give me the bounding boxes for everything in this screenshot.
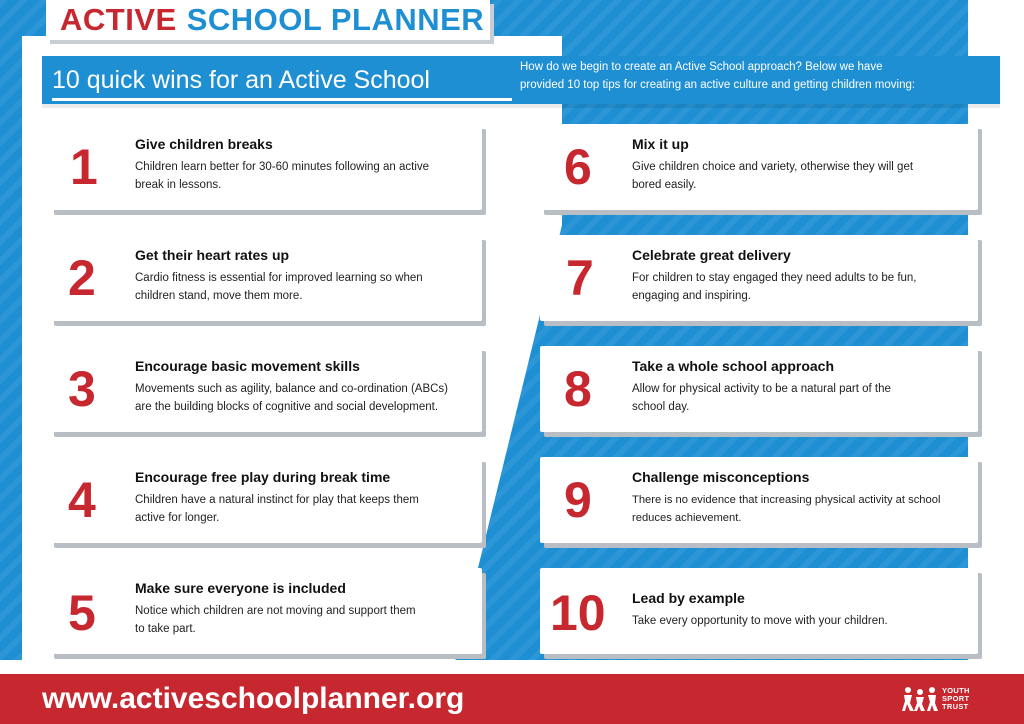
- tip-description-line: Cardio fitness is essential for improved learning so when: [135, 272, 423, 284]
- website-url[interactable]: www.activeschoolplanner.org: [42, 682, 465, 715]
- tip-description: [135, 269, 423, 305]
- tip-description-line: There is no evidence that increasing physical activity at school: [632, 494, 941, 506]
- tip-description-line: reduces achievement.: [632, 512, 742, 524]
- tip-title: Make sure everyone is included: [135, 580, 346, 596]
- tip-description: [135, 491, 419, 527]
- tip-description: [632, 491, 940, 527]
- tip-description-line: Give children choice and variety, otherwise they will get: [632, 161, 914, 173]
- youth-sport-trust-logo-icon: [902, 685, 938, 713]
- tip-title: Lead by example: [632, 590, 745, 606]
- tip-number: 2: [68, 250, 96, 306]
- tip-title: Give children breaks: [135, 136, 273, 152]
- tip-title: Challenge misconceptions: [632, 469, 810, 485]
- tip-number: 5: [68, 585, 96, 641]
- intro-line-1: How do we begin to create an Active School approach? Below we have: [520, 61, 883, 73]
- tip-card-7: [540, 235, 978, 321]
- title-active: ACTIVE: [60, 2, 177, 37]
- tip-card-8: [540, 346, 978, 432]
- tip-title: Celebrate great delivery: [632, 247, 791, 263]
- tip-description: [135, 380, 448, 416]
- tip-description: [632, 380, 891, 416]
- tip-description-line: Take every opportunity to move with your children.: [632, 615, 888, 627]
- tip-number: 3: [68, 361, 96, 417]
- section-title: 10 quick wins for an Active School: [52, 62, 512, 101]
- tip-description-line: active for longer.: [135, 512, 220, 524]
- intro-text: [520, 58, 970, 94]
- logo-text-line: TRUST: [942, 702, 969, 711]
- tip-number: 6: [564, 139, 592, 195]
- tip-description-line: Notice which children are not moving and support them: [135, 605, 416, 617]
- tip-title: Encourage free play during break time: [135, 469, 391, 485]
- tip-title: Take a whole school approach: [632, 358, 835, 374]
- tip-description-line: Children learn better for 30-60 minutes following an active: [135, 161, 430, 173]
- tip-number: 7: [566, 250, 594, 306]
- tip-number: 1: [70, 139, 98, 195]
- tip-number: 10: [550, 585, 606, 641]
- tip-description-line: Movements such as agility, balance and co-ordination (ABCs): [135, 383, 448, 395]
- tip-description-line: bored easily.: [632, 179, 697, 191]
- tip-card-5: [50, 568, 482, 654]
- tip-title: Mix it up: [632, 136, 689, 152]
- tip-number: 4: [68, 472, 96, 528]
- youth-sport-trust-logo: [902, 684, 1002, 714]
- tip-description-line: school day.: [632, 401, 690, 413]
- tip-title: Encourage basic movement skills: [135, 358, 360, 374]
- page-title: [46, 0, 490, 40]
- tip-description-line: break in lessons.: [135, 179, 222, 191]
- logo-text: [942, 687, 970, 711]
- tip-description: [135, 602, 416, 638]
- tip-number: 8: [564, 361, 592, 417]
- tip-card-3: [50, 346, 482, 432]
- logo-text-line: YOUTH: [942, 686, 970, 695]
- tip-number: 9: [564, 472, 592, 528]
- tip-card-4: [50, 457, 482, 543]
- tip-title: Get their heart rates up: [135, 247, 290, 263]
- tip-description: [632, 158, 913, 194]
- tip-card-6: [540, 124, 978, 210]
- tip-card-9: [540, 457, 978, 543]
- tip-card-1: [50, 124, 482, 210]
- tip-description-line: to take part.: [135, 623, 196, 635]
- logo-text-line: SPORT: [942, 694, 970, 703]
- tip-description: [632, 612, 888, 630]
- tip-description: [632, 269, 917, 305]
- title-school-planner: SCHOOL PLANNER: [186, 2, 485, 37]
- tip-description-line: engaging and inspiring.: [632, 290, 751, 302]
- tip-description-line: children stand, move them more.: [135, 290, 303, 302]
- tip-description: [135, 158, 429, 194]
- tip-description-line: Allow for physical activity to be a natural part of the: [632, 383, 891, 395]
- tip-description-line: are the building blocks of cognitive and social development.: [135, 401, 439, 413]
- tip-description-line: For children to stay engaged they need adults to be fun,: [632, 272, 917, 284]
- tip-card-2: [50, 235, 482, 321]
- tip-card-10: [540, 568, 978, 654]
- tip-description-line: Children have a natural instinct for play that keeps them: [135, 494, 419, 506]
- intro-line-2: provided 10 top tips for creating an active culture and getting children moving:: [520, 79, 916, 91]
